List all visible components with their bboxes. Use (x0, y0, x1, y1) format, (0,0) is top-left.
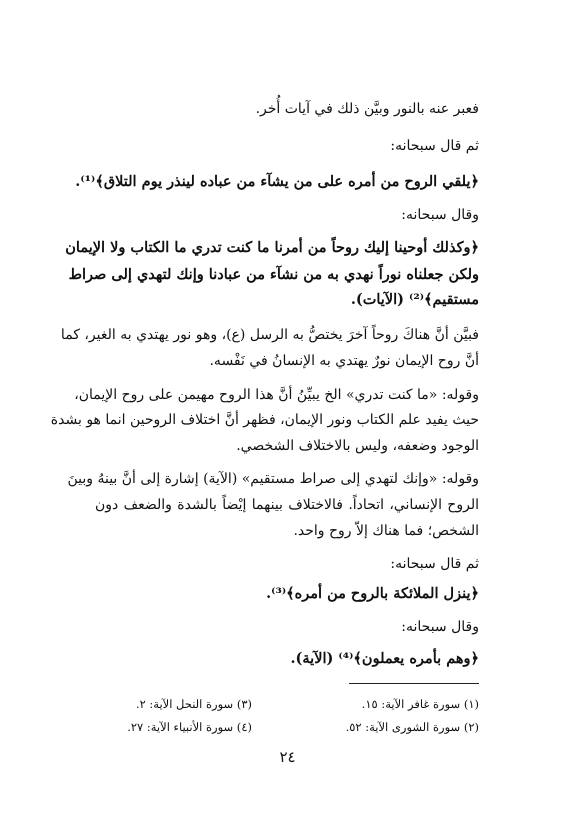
quran-verse-line-3: ولكن جعلناه نوراً نهدي به من نشآء من عبادنا وإنك لتهدي إلى صراط (68, 266, 479, 283)
page-number: ٢٤ (279, 748, 296, 766)
footnote-divider (349, 683, 479, 684)
footnote-3: (٣) سورة النحل الآية: ٢. (135, 697, 252, 711)
footnote-4: (٤) سورة الأنبياء الآية: ٢٧. (127, 720, 252, 734)
quran-verse-line-5: ﴿ينزل الملائكة بالروح من أمره﴾⁽³⁾. (266, 585, 479, 602)
body-line-13: وقوله: «وإنك لتهدي إلى صراط مستقيم» (الآية) إشارة إلى أنَّ بينهُ وبينَ (67, 471, 479, 487)
quran-verse-line-2: ﴿وكذلك أوحينا إليك روحاً من أمرنا ما كنت تدري ما الكتاب ولا الإيمان (65, 239, 479, 256)
body-line-14: الروح الإنساني، اتحاداً. فالاختلاف بينهما إيْضاً بالشدة والضعف دون (95, 497, 479, 513)
footnote-1: (١) سورة غافر الآية: ١٥. (361, 697, 479, 711)
body-line-16: ثم قال سبحانه: (390, 556, 479, 572)
body-line-18: وقال سبحانه: (401, 619, 479, 635)
footnote-2: (٢) سورة الشورى الآية: ٥٢. (345, 720, 479, 734)
quran-verse-line-4: مستقيم﴾⁽²⁾ (الآيات). (350, 291, 479, 308)
quran-verse-line-6: ﴿وهم بأمره يعملون﴾⁽⁴⁾ (الآية). (290, 650, 479, 667)
body-line-10: وقوله: «ما كنت تدري» الخ يبيِّنُ أنَّ هذا الروح مهيمن على روح الإيمان، (74, 387, 479, 403)
body-line-9: أنَّ روح الإيمان نورٌ يهتدي به الإنسانُ في نَفْسه. (209, 353, 479, 369)
body-line-11: حيث يفيد علم الكتاب ونور الإيمان، فظهر أنَّ اختلاف الروحين انما هو بشدة (50, 412, 479, 428)
body-line-8: فبيَّن أنَّ هناكَ روحاً آخرَ يختصُّ به الرسل (ع)، وهو نور يهتدي به الغير، كما (60, 327, 479, 343)
body-line-2: ثم قال سبحانه: (390, 138, 479, 154)
body-line-1: فعبر عنه بالنور وبيَّن ذلك في آيات أُخر. (255, 101, 479, 117)
body-line-12: الوجود وضعفه، وليس بالاختلاف الشخصي. (236, 438, 479, 454)
body-line-15: الشخص؛ فما هناك إلاّ روح واحد. (293, 523, 479, 539)
body-line-4: وقال سبحانه: (401, 207, 479, 223)
quran-verse-line-1: ﴿يلقي الروح من أمره على من يشآء من عباده لينذر يوم التلاق﴾⁽¹⁾. (75, 173, 479, 190)
